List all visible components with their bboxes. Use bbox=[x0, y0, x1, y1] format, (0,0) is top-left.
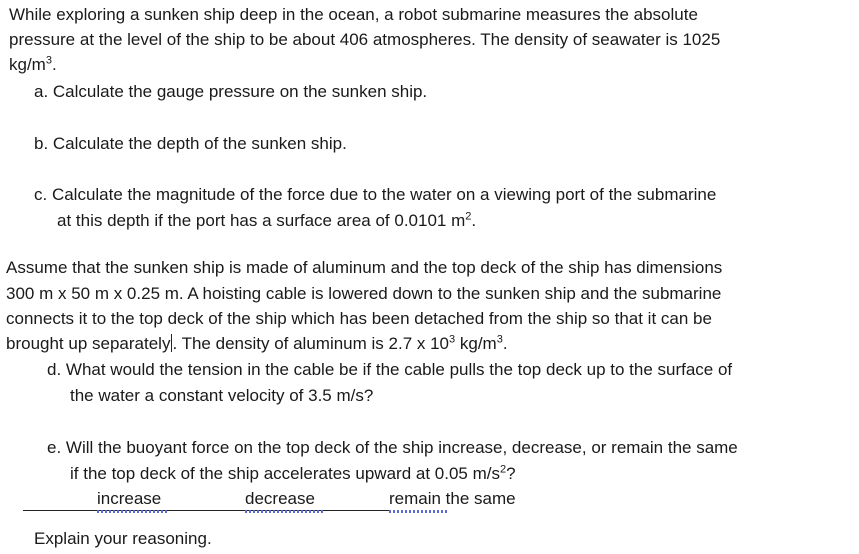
question-b: b. Calculate the depth of the sunken ship. bbox=[34, 134, 347, 153]
answer-blank-line bbox=[23, 510, 389, 511]
para2-line-2: 300 m x 50 m x 0.25 m. A hoisting cable is lowered down to the sunken ship and the submarine bbox=[6, 284, 722, 303]
question-d-line-2: the water a constant velocity of 3.5 m/s? bbox=[70, 386, 374, 405]
explain-prompt: Explain your reasoning. bbox=[34, 529, 212, 548]
choice-decrease[interactable]: decrease bbox=[245, 489, 315, 508]
spellcheck-underline bbox=[245, 510, 323, 513]
question-c-line-2: at this depth if the port has a surface area of 0.0101 $m^2$. bbox=[57, 210, 477, 230]
intro-line-1: While exploring a sunken ship deep in the ocean, a robot submarine measures the absolute bbox=[9, 5, 698, 24]
para2-line-3: connects it to the top deck of the ship which has been detached from the ship so that it can be bbox=[6, 309, 712, 328]
question-a: a. Calculate the gauge pressure on the sunken ship. bbox=[34, 82, 428, 101]
para2-line-4: brought up separately . The density of aluminum is 2.7 x $10^3$ $kg/m^3$. bbox=[6, 333, 508, 353]
question-c-line-1: c. Calculate the magnitude of the force due to the water on a viewing port of the submarine bbox=[34, 185, 717, 204]
choice-remain-the-same[interactable]: remain the same bbox=[389, 489, 516, 508]
spellcheck-underline bbox=[97, 510, 169, 513]
spellcheck-underline bbox=[389, 510, 449, 513]
question-d-line-1: d. What would the tension in the cable be if the cable pulls the top deck up to the surface of bbox=[47, 360, 733, 379]
choice-increase[interactable]: increase bbox=[97, 489, 162, 508]
question-e-line-1: e. Will the buoyant force on the top deck of the ship increase, decrease, or remain the same bbox=[47, 438, 738, 457]
intro-line-3: $kg/m^3$. bbox=[9, 54, 57, 74]
intro-line-2: pressure at the level of the ship to be about 406 atmospheres. The density of seawater is 1025 bbox=[9, 30, 721, 49]
question-e-line-2: if the top deck of the ship accelerates upward at 0.05 $m/s^2$? bbox=[70, 463, 516, 483]
para2-line-1: Assume that the sunken ship is made of aluminum and the top deck of the ship has dimensions bbox=[6, 258, 723, 277]
